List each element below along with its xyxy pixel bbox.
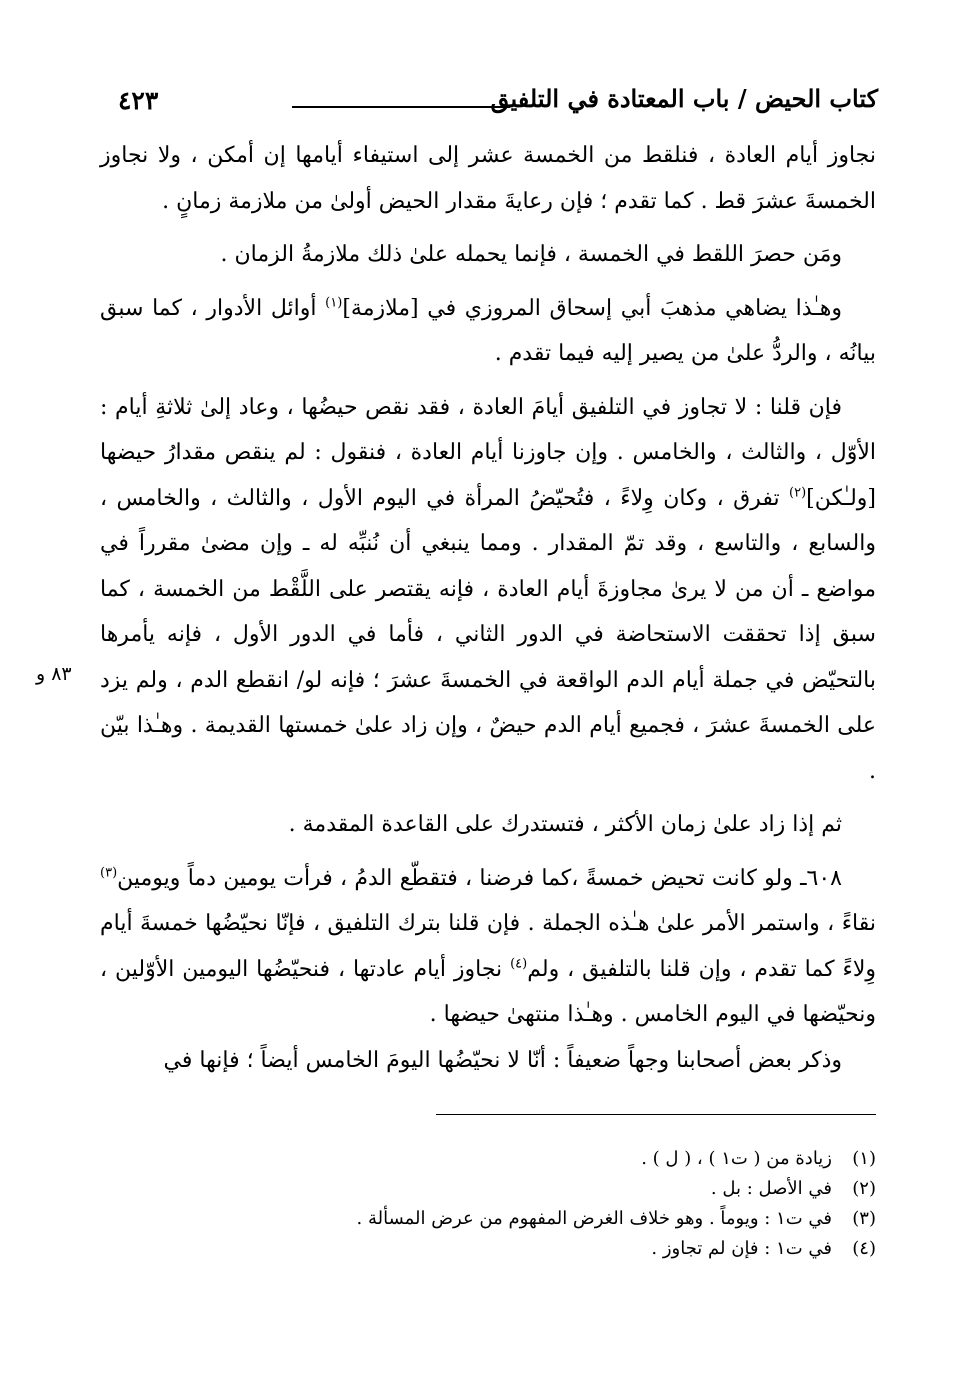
paragraph-1: نجاوز أيام العادة ، فنلقط من الخمسة عشر إلى استيفاء أيامها إن أمكن ، ولا نجاوز الخمسةَ عشرَ قط . كما تقدم ؛ فإن رعايةَ مقدار الحيض أولىٰ من ملازمة زمانٍ .	[100, 143, 876, 214]
footnote-2	[236, 1174, 876, 1204]
footnote-separator	[436, 1114, 876, 1115]
footnote-number: (٣)	[852, 1208, 876, 1229]
paragraph-3-text-b: أوائل الأدوار ، كما سبق بيانُه ، والردُّ علىٰ من يصير إليه فيما تقدم .	[100, 295, 876, 366]
paragraph-6-text-c: نجاوز أيام عادتها ، فنحيّضُها اليومين الأوّلين ، ونحيّضها في اليوم الخامس . وهـٰذا منتهىٰ حيضها .	[100, 956, 876, 1027]
paragraph-6	[100, 856, 876, 1038]
footnote-1	[236, 1144, 876, 1174]
paragraph-4-text-a: فإن قلنا : لا تجاوز في التلفيق أيامَ العادة ، فقد نقص حيضُها ، وعاد إلىٰ ثلاثةِ أيام : الأوّل ، والثالث ، والخامس . وإن جاوزنا أيام العادة ، فنقول : لم ينقص مقدارُ حيضها [ولـٰكن]	[100, 394, 876, 511]
paragraph-6-text-a: ٦٠٨ـ ولو كانت تحيض خمسةً ،كما فرضنا ، فتقطّع الدمُ ، فرأت يومين دماً ويومين	[117, 865, 842, 891]
paragraph-7: وذكر بعض أصحابنا وجهاً ضعيفاً : أنّا لا نحيّضُها اليومَ الخامس أيضاً ؛ فإنها في	[163, 1047, 842, 1073]
footnote-ref-4[interactable]: (٤)	[510, 956, 528, 972]
footnote-text: في ت١ : فإن لم تجاوز .	[651, 1238, 832, 1259]
paragraph-2: ومَن حصرَ اللقط في الخمسة ، فإنما يحمله علىٰ ذلك ملازمةُ الزمان .	[220, 242, 842, 267]
paragraph-6-text-b: نقاءً ، واستمر الأمر علىٰ هـٰذه الجملة . فإن قلنا بترك التلفيق ، فإنّا نحيّضُها خمسةَ أيام وِلاءً كما تقدم ، وإن قلنا بالتلفيق ، ولم	[100, 911, 876, 982]
margin-folio-note: ٨٣ و	[36, 663, 72, 685]
footnote-number: (١)	[852, 1148, 876, 1169]
header-rule	[292, 106, 510, 108]
paragraph-4	[100, 385, 876, 795]
main-text	[100, 133, 876, 1083]
footnote-ref-1[interactable]: (١)	[325, 295, 343, 311]
footnote-text: في ت١ : ويوماً . وهو خلاف الغرض المفهوم من عرض المسألة .	[356, 1208, 832, 1229]
paragraph-4-text-b: تفرق ، وكان وِلاءً ، فتُحيّضُ المرأة في اليوم الأول ، والثالث ، والخامس ، والسابع ، والتاسع ، وقد تمّ المقدار . ومما ينبغي أن نُنبِّه له ـ وإن مضىٰ مقرراً في مواضع ـ أن من لا يرىٰ مجاوزةَ أيام العادة ، فإنه يقتصر على اللَّقْط من الخمسة ، كما سبق إذا تحققت الاستحاضة في الدور الثاني ، فأما في الدور الأول ، فإنه يأمرها بالتحيّض في جملة أيام الدم الواقعة في الخمسةَ عشرَ ؛ فإنه لو/ انقطع الدم ، ولم يزد على الخمسةَ عشرَ ، فجميع أيام الدم حيضٌ ، وإن زاد علىٰ خمستها القديمة . وهـٰذا بيّن .	[100, 485, 876, 784]
footnotes	[236, 1144, 876, 1264]
paragraph-3-text-a: وهـٰذا يضاهي مذهبَ أبي إسحاق المروزي في [ملازمة]	[342, 295, 842, 321]
footnote-text: زيادة من ( ت١ ) ، ( ل ) .	[641, 1148, 832, 1169]
footnote-ref-3[interactable]: (٣)	[100, 865, 118, 881]
paragraph-3	[100, 286, 876, 377]
page-number: ٤٢٣	[118, 86, 159, 115]
paragraph-5: ثم إذا زاد علىٰ زمان الأكثر ، فتستدرك على القاعدة المقدمة .	[288, 812, 842, 837]
footnote-3	[236, 1204, 876, 1234]
page-header	[118, 82, 878, 122]
footnote-number: (٢)	[852, 1178, 876, 1199]
footnote-number: (٤)	[852, 1238, 876, 1259]
footnote-text: في الأصل : بل .	[710, 1178, 832, 1199]
footnote-4	[236, 1234, 876, 1264]
footnote-ref-2[interactable]: (٢)	[789, 485, 807, 501]
running-title: كتاب الحيض / باب المعتادة في التلفيق	[490, 84, 878, 113]
